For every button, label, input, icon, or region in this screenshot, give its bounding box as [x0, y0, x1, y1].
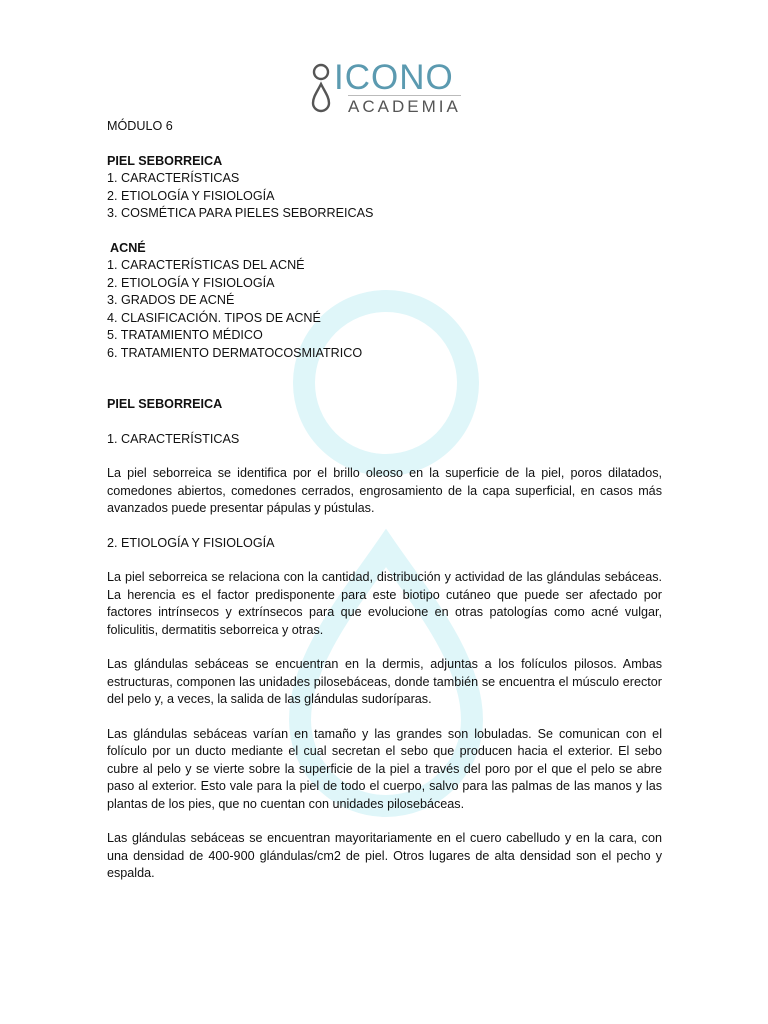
paragraph: La piel seborreica se relaciona con la cantidad, distribución y actividad de las glándulas sebáceas. La herencia es el factor predisponente para este biotipo cutáneo que puede ser afectado por factores intrínsecos y extrínsecos para que evolucione en otras patologías como acné vulgar, foliculitis, dermatitis seborreica y otras.: [107, 570, 662, 637]
subheading: 2. ETIOLOGÍA Y FISIOLOGÍA: [107, 535, 275, 550]
paragraph: Las glándulas sebáceas se encuentran mayoritariamente en el cuero cabelludo y en la cara, con una densidad de 400-900 glándulas/cm2 de piel. Otros lugares de alta densidad son el pecho y espalda.: [107, 831, 662, 880]
module-title: MÓDULO 6: [107, 119, 173, 133]
academy-logo: [310, 58, 470, 120]
list-item: 2. ETIOLOGÍA Y FISIOLOGÍA: [107, 188, 275, 203]
paragraph: La piel seborreica se identifica por el brillo oleoso en la superficie de la piel, poros dilatados, comedones abiertos, comedones cerrados, engrosamiento de la capa superficial, en casos más avanzados puede presentar pápulas y pústulas.: [107, 466, 662, 515]
list-item: 3. GRADOS DE ACNÉ: [107, 293, 235, 307]
logo-subtitle: ACADEMIA: [348, 97, 461, 116]
list-item: 6. TRATAMIENTO DERMATOCOSMIATRICO: [107, 345, 363, 360]
section-heading: ACNÉ: [110, 240, 146, 255]
logo-brand: ICONO: [334, 58, 454, 97]
list-item: 5. TRATAMIENTO MÉDICO: [107, 328, 263, 342]
list-item: 1. CARACTERÍSTICAS DEL ACNÉ: [107, 258, 305, 272]
subheading: 1. CARACTERÍSTICAS: [107, 431, 240, 446]
list-item: 3. COSMÉTICA PARA PIELES SEBORREICAS: [107, 206, 374, 220]
body-heading: PIEL SEBORREICA: [107, 397, 223, 411]
paragraph: Las glándulas sebáceas varían en tamaño y las grandes son lobuladas. Se comunican con el folículo por un ducto mediante el cual secretan el sebo que producen hacia el exterior. El sebo cubre al pelo y se vierte sobre la superficie de la piel a través del poro por el que el pelo se abre paso al exterior. Esto vale para la piel de todo el cuerpo, salvo para las palmas de las manos y las plantas de los pies, que no cuentan con unidades pilosebáceas.: [107, 726, 662, 811]
document-content: [107, 118, 662, 883]
drop-logo-icon: [310, 62, 332, 114]
list-item: 1. CARACTERÍSTICAS: [107, 171, 240, 185]
list-item: 2. ETIOLOGÍA Y FISIOLOGÍA: [107, 275, 275, 290]
section-heading: PIEL SEBORREICA: [107, 153, 223, 168]
paragraph: Las glándulas sebáceas se encuentran en la dermis, adjuntas a los folículos pilosos. Ambas estructuras, componen las unidades pilosebáceas, donde también se encuentra el músculo erector del pelo y, a veces, la salida de las glándulas sudoríparas.: [107, 657, 662, 706]
list-item: 4. CLASIFICACIÓN. TIPOS DE ACNÉ: [107, 310, 321, 325]
